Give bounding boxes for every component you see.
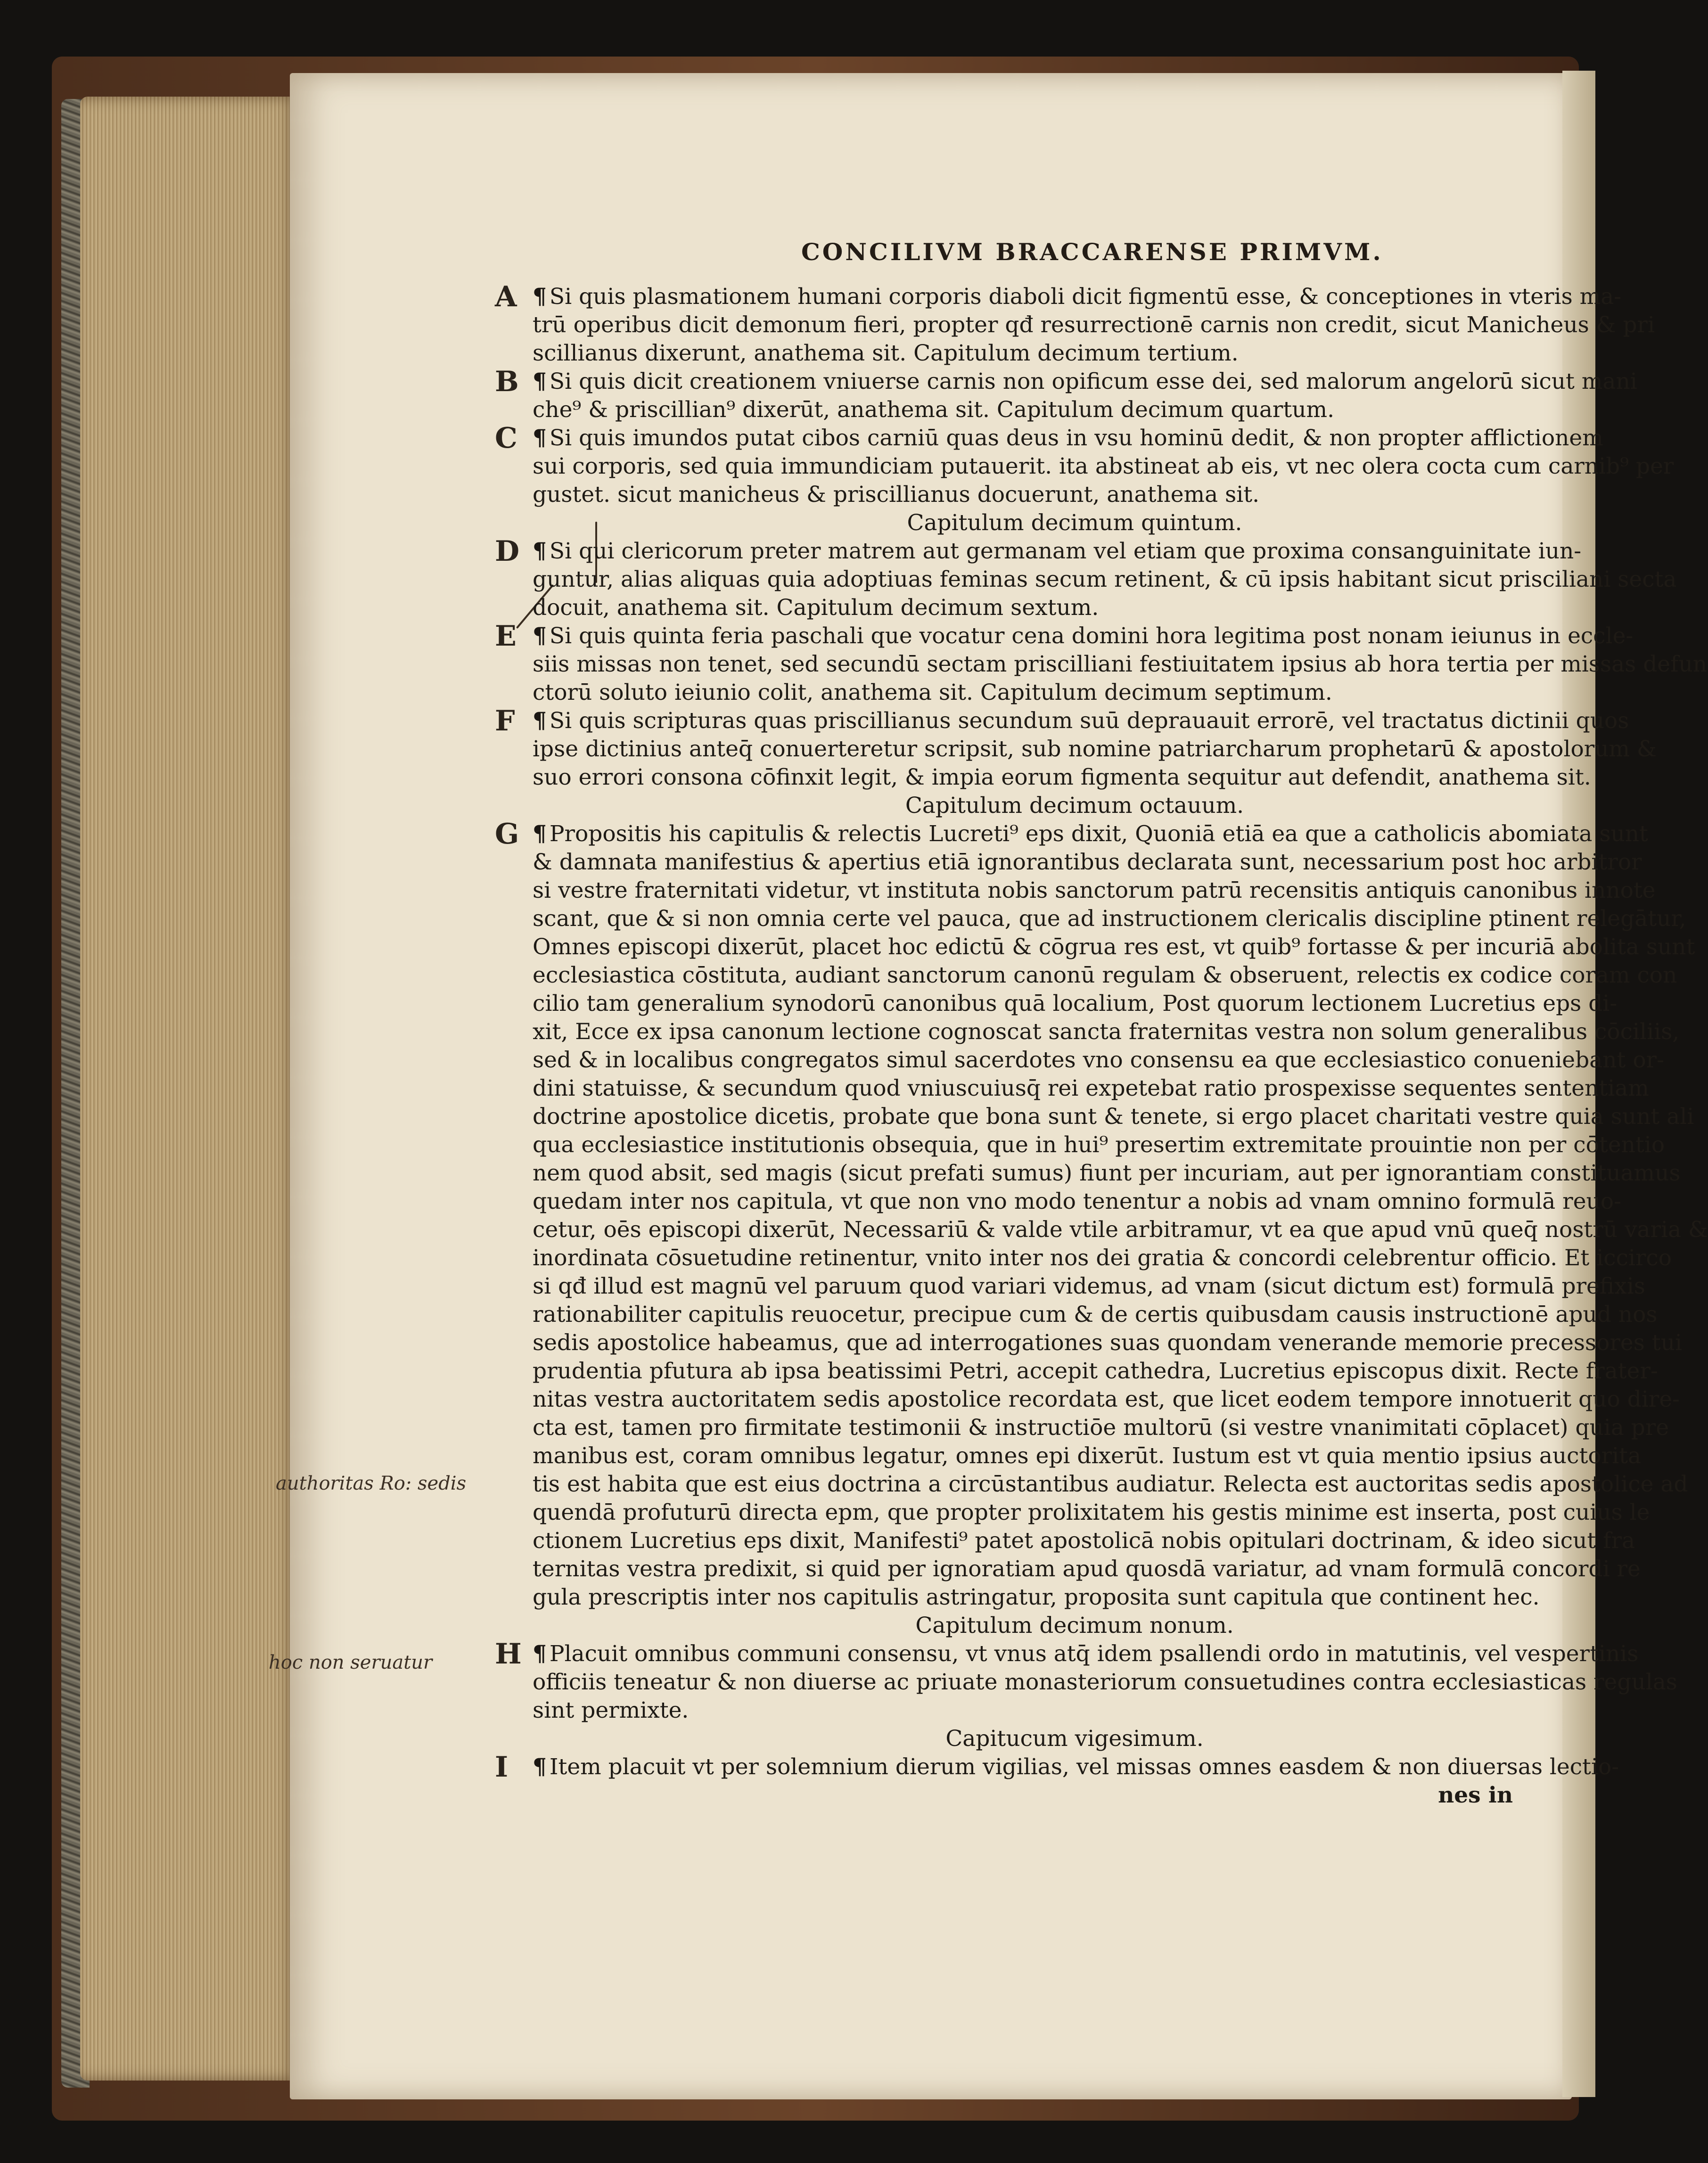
chapter-caption: Capitulum decimum octauum.	[905, 793, 1244, 819]
line-text: scillianus dixerunt, anathema sit. Capitulum decimum tertium.	[533, 340, 1239, 366]
text-line	[533, 990, 1618, 1018]
text-line	[533, 1499, 1650, 1527]
section-c	[495, 422, 1674, 537]
line-text: Si quis dicit creationem vniuerse carnis non opificum esse dei, sed malorum angelorū sicut mani	[549, 369, 1637, 394]
line-text: qua ecclesiastice institutionis obsequia, que in hui⁹ presertim extremitate prouintie non per cōtentio	[533, 1132, 1665, 1158]
text-line	[533, 1583, 1540, 1612]
text-line	[533, 368, 1637, 396]
text-line	[533, 452, 1674, 481]
line-text: ctionem Lucretius eps dixit, Manifesti⁹ patet apostolicā nobis opitulari doctrinam, & ideo sicut fra	[533, 1528, 1635, 1554]
line-text: manibus est, coram omnibus legatur, omnes epi dixerūt. Iustum est vt quia mentio ipsius auctorita	[533, 1443, 1642, 1469]
text-line	[533, 1696, 1513, 1725]
margin-letter: G	[495, 818, 519, 851]
line-text: dini statuisse, & secundum quod vniuscuiusq̄ rei expetebat ratio prospexisse sequentes sententiam	[533, 1075, 1649, 1101]
marginal-note-not-observed: hoc non seruatur	[269, 1652, 433, 1673]
line-text: Omnes episcopi dixerūt, placet hoc edictū & cōgrua res est, vt quib⁹ fortasse & per incuriā abolita sunt	[533, 934, 1695, 960]
text-line	[533, 877, 1656, 905]
chapter-caption: Capitucum vigesimum.	[945, 1726, 1204, 1752]
text-line	[533, 650, 1708, 679]
line-text: ctorū soluto ieiunio colit, anathema sit. Capitulum decimum septimum.	[533, 680, 1332, 705]
text-line	[533, 735, 1657, 763]
line-text: Item placuit vt per solemnium dierum vigilias, vel missas omnes easdem & non diuersas lectio-	[549, 1754, 1619, 1780]
line-text: rationabiliter capitulis reuocetur, precipue cum & de certis quibusdam causis instructionē apud nos	[533, 1302, 1658, 1327]
paragraph-mark-icon: ¶	[533, 1754, 547, 1780]
text-line	[533, 1470, 1688, 1499]
text-line	[533, 1442, 1642, 1470]
section-i	[495, 1751, 1619, 1810]
line-text: ipse dictinius anteq̄ conuerteretur scripsit, sub nomine patriarcharum prophetarū & apostolorum &	[533, 736, 1657, 762]
line-text: ecclesiastica cōstituta, audiant sanctorum canonū regulam & obseruent, relectis ex codice coram con	[533, 962, 1677, 988]
text-line	[533, 537, 1582, 565]
section-d	[495, 535, 1677, 622]
line-text: gustet. sicut manicheus & priscillianus docuerunt, anathema sit.	[533, 482, 1260, 508]
margin-letter: E	[495, 620, 517, 653]
line-text: officiis teneatur & non diuerse ac priuate monasteriorum consuetudines contra ecclesiasticas regulas	[533, 1669, 1677, 1695]
line-text: cta est, tamen pro firmitate testimonii & instructiōe multorū (si vestre vnanimitati cōplacet) quia pre	[533, 1415, 1669, 1441]
line-text: & damnata manifestius & apertius etiā ignorantibus declarata sunt, necessarium post hoc arbitror	[533, 849, 1642, 875]
text-line	[533, 848, 1642, 877]
paragraph-mark-icon: ¶	[533, 538, 547, 564]
section-a	[495, 280, 1655, 368]
paragraph-mark-icon: ¶	[533, 284, 547, 310]
margin-letter: D	[495, 535, 520, 568]
line-text: Si qui clericorum preter matrem aut germanam vel etiam que proxima consanguinitate iun-	[549, 538, 1582, 564]
paragraph-mark-icon: ¶	[533, 821, 547, 847]
line-text: sui corporis, sed quia immundiciam putauerit. ita abstineat ab eis, vt nec olera cocta cum carnib⁹ per	[533, 453, 1674, 479]
line-text: ternitas vestra predixit, si quid per ignoratiam apud quosdā variatur, ad vnam formulā concordi re	[533, 1556, 1641, 1582]
text-line	[533, 1640, 1639, 1668]
line-text: prudentia pfutura ab ipsa beatissimi Petri, accepit cathedra, Lucretius episcopus dixit. Recte frater-	[533, 1358, 1658, 1384]
paragraph-mark-icon: ¶	[533, 623, 547, 649]
margin-letter: I	[495, 1751, 509, 1784]
text-line	[533, 1668, 1677, 1696]
text-line	[533, 905, 1686, 933]
text-line	[533, 622, 1634, 650]
page-block-edge	[80, 97, 297, 2081]
text-line	[533, 1357, 1658, 1385]
section-b	[495, 365, 1637, 424]
line-text: doctrine apostolice dicetis, probate que bona sunt & tenete, si ergo placet charitati vestre quia sunt ali	[533, 1104, 1694, 1130]
line-text: scant, que & si non omnia certe vel pauca, que ad instructionem clericalis discipline ptinent relegātur,	[533, 906, 1686, 932]
margin-letter: F	[495, 705, 515, 737]
text-line	[533, 1555, 1641, 1583]
line-text: inordinata cōsuetudine retinentur, vnito inter nos dei gratia & concordi celebrentur officio. Et iccirco	[533, 1245, 1672, 1271]
line-text: si vestre fraternitati videtur, vt instituta nobis sanctorum patrū recensitis antiquis canonibus innote	[533, 877, 1656, 903]
line-text: nem quod absit, sed magis (sicut prefati sumus) fiunt per incuriam, aut per ignorantiam constituamus	[533, 1160, 1681, 1186]
text-line	[533, 933, 1695, 961]
line-text: guntur, alias aliquas quia adoptiuas feminas secum retinent, & cū ipsis habitant sicut prisciliani secta	[533, 566, 1677, 592]
text-line	[533, 1385, 1680, 1414]
line-text: si qđ illud est magnū vel paruum quod variari videmus, ad vnam (sicut dictum est) formulā prefixis	[533, 1273, 1645, 1299]
text-line	[533, 1018, 1680, 1046]
text-line	[533, 1753, 1619, 1781]
chapter-caption: Capitulum decimum quintum.	[907, 510, 1242, 536]
text-line	[533, 1046, 1664, 1074]
line-text: cilio tam generalium synodorū canonibus quā localium, Post quorum lectionem Lucretius eps di-	[533, 991, 1618, 1016]
text-line	[533, 1074, 1649, 1103]
text-line	[533, 820, 1648, 848]
text-line	[533, 594, 1513, 622]
line-text: quedam inter nos capitula, vt que non vno modo tenentur a nobis ad vnam omnino formulā reuo-	[533, 1188, 1621, 1214]
marginal-note-authority: authoritas Ro: sedis	[276, 1473, 467, 1494]
line-text: Si quis scripturas quas priscillianus secundum suū deprauauit errorē, vel tractatus dictinii quos	[549, 708, 1629, 734]
text-line	[533, 424, 1603, 452]
text-line	[533, 565, 1677, 594]
line-text: docuit, anathema sit. Capitulum decimum sextum.	[533, 595, 1099, 621]
margin-letter: B	[495, 365, 519, 398]
paragraph-mark-icon: ¶	[533, 425, 547, 451]
line-text: Propositis his capitulis & relectis Lucreti⁹ eps dixit, Quoniā etiā ea que a catholicis abomiata sunt	[549, 821, 1648, 847]
paragraph-mark-icon: ¶	[533, 708, 547, 734]
text-line	[533, 311, 1655, 339]
running-head: CONCILIVM BRACCARENSE PRIMVM.	[801, 238, 1383, 266]
paragraph-mark-icon: ¶	[533, 369, 547, 394]
line-text: sed & in localibus congregatos simul sacerdotes vno consensu ea que ecclesiastico conueniebant or-	[533, 1047, 1664, 1073]
line-text: nitas vestra auctoritatem sedis apostolice recordata est, que licet eodem tempore innotuerit quo dire-	[533, 1386, 1680, 1412]
line-text: Placuit omnibus communi consensu, vt vnus atq̄ idem psallendi ordo in matutinis, vel vespertinis	[549, 1641, 1639, 1667]
text-line	[533, 1272, 1645, 1301]
text-line	[533, 1527, 1635, 1555]
main-text-block	[495, 280, 1708, 1810]
text-line	[533, 1103, 1694, 1131]
line-text: xit, Ecce ex ipsa canonum lectione cognoscat sancta fraternitas vestra non solum generalibus cōciliis,	[533, 1019, 1680, 1045]
section-f	[495, 705, 1657, 820]
section-h	[495, 1638, 1677, 1753]
line-text: Si quis plasmationem humani corporis diaboli dicit figmentū esse, & conceptiones in vteris ma-	[549, 284, 1622, 310]
section-e	[495, 620, 1708, 707]
section-g	[495, 818, 1708, 1640]
chapter-caption: Capitulum decimum nonum.	[915, 1613, 1234, 1639]
line-text: Si quis imundos putat cibos carniū quas deus in vsu hominū dedit, & non propter afflictionem	[549, 425, 1603, 451]
text-line	[533, 961, 1677, 990]
line-text: che⁹ & priscillian⁹ dixerūt, anathema sit. Capitulum decimum quartum.	[533, 397, 1335, 423]
text-line	[533, 1329, 1682, 1357]
line-text: gula prescriptis inter nos capitulis astringatur, proposita sunt capitula que continent hec.	[533, 1584, 1540, 1610]
margin-letter: C	[495, 422, 517, 455]
line-text: suo errori consona cōfinxit legit, & impia eorum figmenta sequitur aut defendit, anathema sit.	[533, 764, 1591, 790]
line-text: sedis apostolice habeamus, que ad interrogationes suas quondam venerande memorie precessores tui	[533, 1330, 1682, 1356]
text-line	[533, 1131, 1665, 1159]
line-text: cetur, oēs episcopi dixerūt, Necessariū & valde vtile arbitramur, vt ea que apud vnū queq̄ nostrū varia &	[533, 1217, 1708, 1243]
paragraph-mark-icon: ¶	[533, 1641, 547, 1667]
margin-letter: A	[495, 280, 517, 313]
text-line	[533, 679, 1513, 707]
text-line	[533, 763, 1591, 792]
line-text: tis est habita que est eius doctrina a circūstantibus audiatur. Relecta est auctoritas sedis apostolice ad	[533, 1471, 1688, 1497]
catchword: nes in	[1438, 1782, 1513, 1808]
text-line	[533, 1159, 1681, 1188]
line-text: siis missas non tenet, sed secundū sectam priscilliani festiuitatem ipsius ab hora tertia per missas defun	[533, 651, 1708, 677]
text-line	[533, 1244, 1672, 1272]
line-text: quendā profuturū directa epm, que propter prolixitatem his gestis minime est inserta, post cuius le	[533, 1499, 1650, 1525]
line-text: Si quis quinta feria paschali que vocatur cena domini hora legitima post nonam ieiunus in eccle-	[549, 623, 1634, 649]
text-line	[533, 339, 1513, 368]
text-line	[533, 1188, 1621, 1216]
text-line	[533, 1301, 1658, 1329]
margin-letter: H	[495, 1638, 522, 1671]
text-line	[533, 707, 1629, 735]
text-line	[533, 283, 1622, 311]
text-line	[533, 481, 1513, 509]
text-line	[533, 1414, 1669, 1442]
text-line	[533, 396, 1513, 424]
line-text: trū operibus dicit demonum fieri, propter qđ resurrectionē carnis non credit, sicut Manicheus & pri	[533, 312, 1655, 338]
text-line	[533, 1216, 1708, 1244]
line-text: sint permixte.	[533, 1697, 689, 1723]
